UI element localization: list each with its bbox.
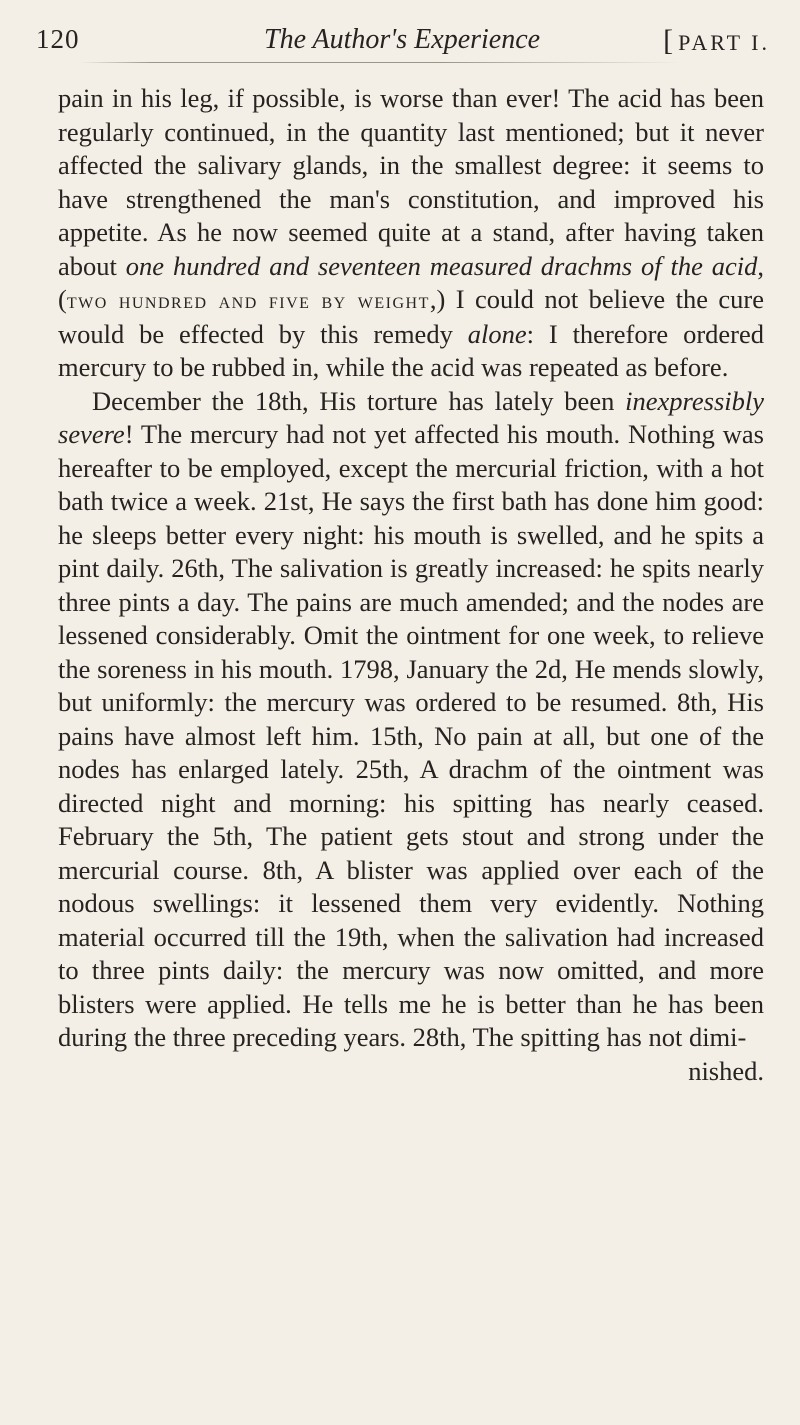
bracket-glyph: [ <box>663 24 677 57</box>
p1-italic-quantity: one hundred and seventeen measured drachms of the acid <box>125 250 758 281</box>
p2-final-word: nished. <box>688 1055 764 1086</box>
part-label-text: PART I. <box>678 30 770 55</box>
p2-italic-severe: inexpressibly severe <box>58 385 764 449</box>
header-rule <box>80 62 680 63</box>
paragraph-2 <box>58 385 764 1089</box>
p2-text-2: ! The mercury had not yet affected his mouth. Nothing was hereafter to be employed, except the mercurial friction, with a hot bath twice a week. 21st, He says the first bath has done him good: he sleeps better every night: his mouth is swelled, and he spits a pint daily. 26th, The salivation is greatly increased: he spits nearly three pints a day. The pains are much amended; and the nodes are lessened considerably. Omit the ointment for one week, to relieve the soreness in his mouth. 1798, January the 2d, He mends slowly, but uniformly: the mercury was ordered to be resumed. 8th, His pains have almost left him. 15th, No pain at all, but one of the nodes has enlarged lately. 25th, A drachm of the ointment was directed night and morning: his spitting has nearly ceased. February the 5th, The patient gets stout and strong under the mercurial course. 8th, A blister was applied over each of the nodous swellings: it lessened them very evidently. Nothing material occurred till the 19th, when the salivation had increased to three pints daily: the mercury was now omitted, and more blisters were applied. He tells me he is better than he has been during the three preceding years. 28th, The spitting has not dimi- <box>58 419 764 1052</box>
p1-italic-alone: alone <box>467 318 527 349</box>
p1-text-3: ,) I could not believe the cure would be effected by this remedy <box>58 284 764 349</box>
p1-text-4: : I therefore ordered mercury to be rubbed in, while the acid was repeated as before. <box>58 318 765 382</box>
p1-text-2: , ( <box>58 250 765 314</box>
paragraph-1 <box>58 82 764 385</box>
p2-text-1: December the 18th, His torture has lately been <box>92 385 626 416</box>
body-text <box>58 82 764 1088</box>
page-number: 120 <box>36 24 80 54</box>
running-title: The Author's Experience <box>264 24 541 55</box>
p1-text-1: pain in his leg, if possible, is worse than ever! The acid has been regularly continued, in the quantity last mentioned; but it never affected the salivary glands, in the smallest degree: it seems to have strengthened the man's constitution, and improved his appetite. As he now seemed quite at a stand, after having taken about <box>58 83 764 281</box>
running-header <box>36 18 770 62</box>
part-label <box>663 24 770 58</box>
p1-smallcaps-weight: two hundred and five by weight <box>66 288 430 313</box>
